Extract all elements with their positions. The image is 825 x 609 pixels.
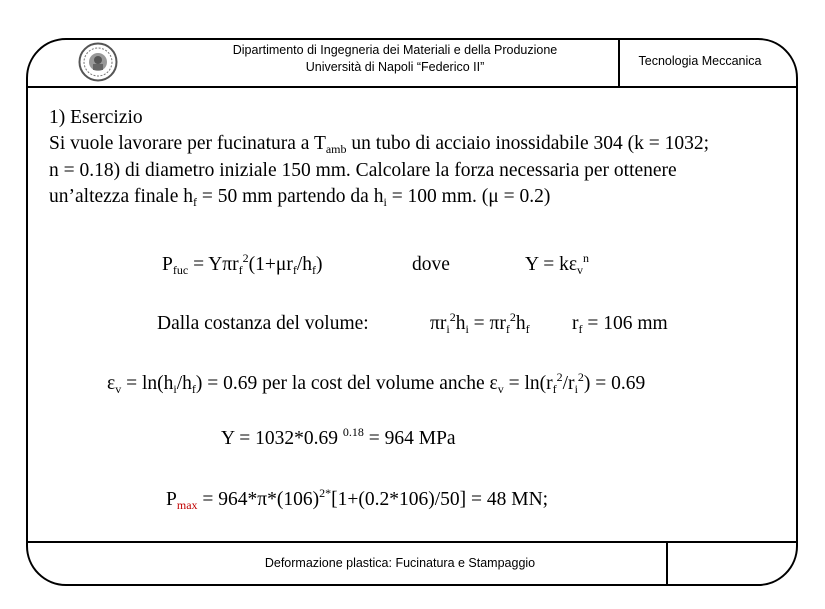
strain-formula: $\varepsilon_v = \ln(h_i/h_f) = 0.69$ per la cost del volume anche $\varepsilon_v = \ln(r_f^2/r_i^2) = 0.69$ xyxy=(107,370,646,396)
flow-stress-formula: $Y = k\varepsilon_v^n$ xyxy=(525,251,590,277)
max-force-result: $P_{max} = 964*\pi*(106)^{2*}[1+(0.2*106)/50] = 48$ MN; xyxy=(166,486,549,512)
exercise-number: 1) Esercizio xyxy=(49,107,143,128)
problem-line-2: Si vuole lavorare per fucinatura a $T_{amb}$ un tubo di acciaio inossidabile 304 (k = 1032; xyxy=(49,133,710,156)
header-divider xyxy=(27,86,797,88)
university-seal-icon xyxy=(78,42,118,82)
course-title: Tecnologia Meccanica xyxy=(638,54,762,68)
volume-constancy-formula: $\pi r_i^2h_i = \pi r_f^2h_f$ xyxy=(430,310,530,336)
problem-line-4: un’altezza finale $h_f = 50$ mm partendo da $h_i = 100$ mm. (μ = 0.2) xyxy=(49,186,551,209)
footer-title: Deformazione plastica: Fucinatura e Stampaggio xyxy=(264,556,536,570)
problem-line-3: n = 0.18) di diametro iniziale 150 mm. Calcolare la forza necessaria per ottenere xyxy=(49,160,677,181)
footer-divider xyxy=(27,541,797,543)
final-radius-result: $r_f = 106$ mm xyxy=(572,313,668,336)
department-name: Dipartimento di Ingegneria dei Materiali e della Produzione xyxy=(232,43,558,57)
flow-stress-result: Y = 1032*0.69 $^{0.18}$ = 964 MPa xyxy=(221,425,456,449)
footer-separator xyxy=(666,543,668,585)
volume-constancy-label: Dalla costanza del volume: xyxy=(157,313,369,334)
university-name: Università di Napoli “Federico II” xyxy=(305,60,485,74)
dove-label: dove xyxy=(412,254,450,275)
forging-force-formula: $P_{fuc} = Y\pi r_f^2(1+\mu r_f/h_f)$ xyxy=(162,251,323,277)
